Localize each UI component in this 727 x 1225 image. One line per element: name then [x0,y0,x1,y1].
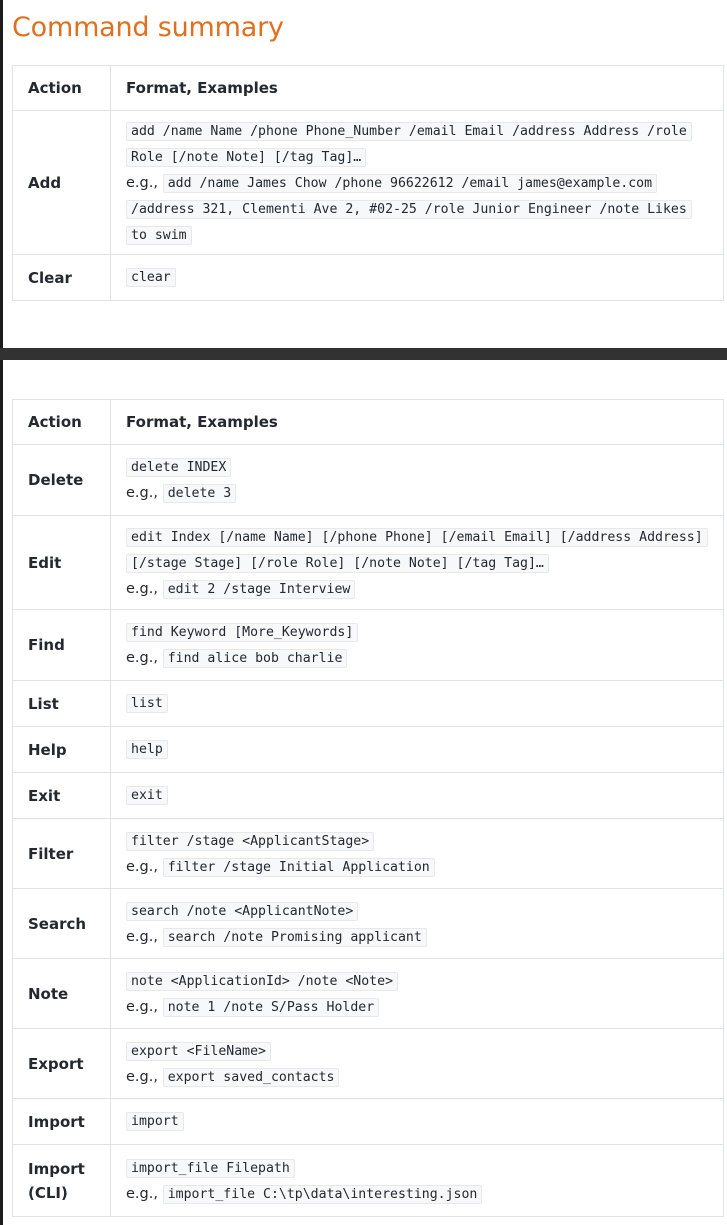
header-action: Action [13,400,111,445]
format-cell [111,681,724,727]
format-cell [111,727,724,773]
command-table-1 [12,65,724,301]
example-code: search /note Promising applicant [163,928,427,947]
action-cell: Delete [13,445,111,516]
example-prefix: e.g., [126,650,158,666]
example-code: delete 3 [163,484,237,503]
example-prefix: e.g., [126,1185,158,1202]
table-header-row [13,400,724,445]
action-cell: Note [13,959,111,1029]
table-row [13,445,724,516]
example-prefix: e.g., [126,485,158,501]
table-row [13,516,724,610]
format-cell [111,773,724,819]
example-code: find alice bob charlie [163,649,348,668]
table-row [13,819,724,889]
example-code: export saved_contacts [163,1068,340,1087]
format-code: import [126,1112,184,1131]
action-cell: Import [13,1099,111,1145]
left-border [0,0,3,1225]
format-code: export <FileName> [126,1042,271,1061]
page-title: Command summary [12,12,284,43]
section-divider [0,348,727,360]
format-code: help [126,740,168,759]
example-code: add /name James Chow /phone 96622612 /email james@example.com /address 321, Clementi Ave 2, #02-25 /role Junior Engineer /note Likes to swim [126,174,692,245]
format-code: import_file Filepath [126,1159,295,1178]
header-format: Format, Examples [111,400,724,445]
table-row [13,111,724,255]
format-cell [111,445,724,516]
header-action: Action [13,66,111,111]
table-row [13,1145,724,1217]
format-code: add /name Name /phone Phone_Number /email Email /address Address /role Role [/note Note] [/tag Tag]… [126,122,692,167]
format-cell [111,1029,724,1099]
format-code: search /note <ApplicantNote> [126,902,358,921]
table-row [13,681,724,727]
example-code: import_file C:\tp\data\interesting.json [163,1185,483,1204]
table-row [13,773,724,819]
command-table-2 [12,399,724,1217]
action-cell: Export [13,1029,111,1099]
action-cell: Find [13,610,111,681]
action-cell: Exit [13,773,111,819]
example-prefix: e.g., [126,928,158,945]
action-cell: Edit [13,516,111,610]
table-row [13,889,724,959]
action-cell: Clear [13,255,111,301]
format-cell [111,959,724,1029]
format-code: list [126,694,168,713]
example-code: edit 2 /stage Interview [163,580,356,599]
format-cell [111,1099,724,1145]
format-code: find Keyword [More_Keywords] [126,623,358,642]
table-row [13,1099,724,1145]
format-cell [111,889,724,959]
format-cell [111,1145,724,1217]
action-cell: Help [13,727,111,773]
example-prefix: e.g., [126,174,158,191]
format-code: filter /stage <ApplicantStage> [126,832,374,851]
action-cell: Search [13,889,111,959]
example-code: note 1 /note S/Pass Holder [163,998,379,1017]
action-cell: Add [13,111,111,255]
format-code: delete INDEX [126,458,231,477]
format-cell [111,255,724,301]
action-cell: List [13,681,111,727]
format-cell [111,111,724,255]
format-cell [111,610,724,681]
example-prefix: e.g., [126,998,158,1015]
format-code: clear [126,268,176,287]
table-row [13,255,724,301]
table-row [13,727,724,773]
action-cell: Import (CLI) [13,1145,111,1217]
example-prefix: e.g., [126,1068,158,1085]
table-row [13,610,724,681]
header-format: Format, Examples [111,66,724,111]
format-code: exit [126,786,168,805]
example-prefix: e.g., [126,580,158,597]
table-row [13,1029,724,1099]
format-code: note <ApplicationId> /note <Note> [126,972,398,991]
table-header-row [13,66,724,111]
format-cell [111,516,724,610]
format-cell [111,819,724,889]
example-code: filter /stage Initial Application [163,858,435,877]
example-prefix: e.g., [126,858,158,875]
table-row [13,959,724,1029]
format-code: edit Index [/name Name] [/phone Phone] [/email Email] [/address Address] [/stage Stage] [/role Role] [/note Note] [/tag Tag]… [126,528,708,573]
action-cell: Filter [13,819,111,889]
